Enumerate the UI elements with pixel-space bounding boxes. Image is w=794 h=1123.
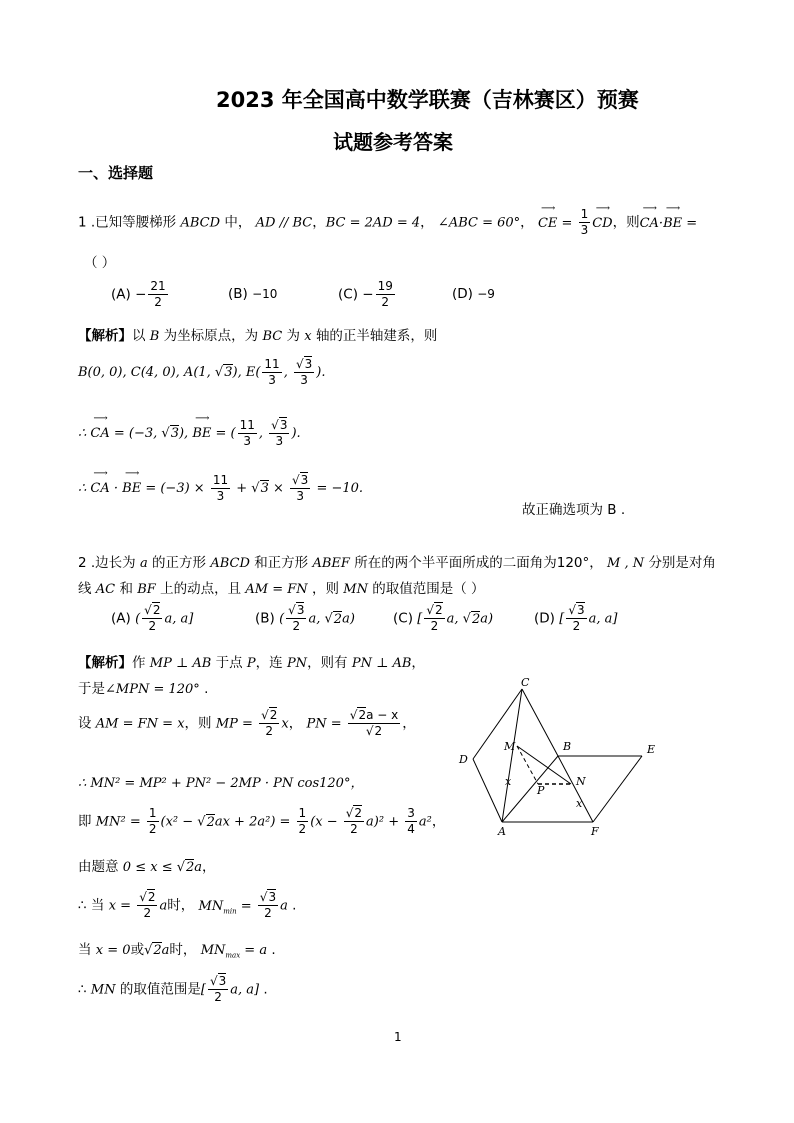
q1-analysis-d: 轴的正半轴建系，则 [315,328,438,344]
q1-option-a-num: 21 [150,279,166,293]
q1-number: 1 . [78,214,96,231]
label-D: D [459,753,468,766]
q2-analysis-min: ∴ 当 x = $\frac{√2}{2}$ a时， $MN_{min}$ = $\frac{√3}{2}$ a . [78,890,297,920]
q1-analysis-tag: 【解析】 [78,328,132,344]
label-P: P [537,784,545,797]
q2-cosine-law: ∴ MN² = MP² + PN² − 2MP · PN cos120°， [78,776,364,791]
q2-analysis-max: 当 x = 0或√2a时， $MN_{max} = a$ . [78,942,276,960]
q1-stem-c: ，则 [612,214,640,231]
label-E: E [647,743,656,756]
page-subtitle: 试题参考答案 [333,130,453,154]
q1-option-c-sign: − [362,286,374,303]
q1-stem-a: 已知等腰梯形 [95,214,177,231]
label-x-FN: x [576,797,583,810]
q2-option-a-label: (A) [111,610,131,627]
q2-analysis-tag: 【解析】 [78,655,132,671]
q2-option-b-label: (B) [255,610,275,627]
q1-option-c [338,279,397,310]
q1-coords: B(0, 0), C(4, 0), A(1, √3), E( $\frac{11}{3}$ , $\frac{√3}{3}$ ). [78,357,326,387]
q2-e1: 即 [78,813,92,830]
q2-stem-line2-a: 线 [78,581,92,597]
q1-option-c-den: 2 [381,295,390,309]
edge-EF [593,756,642,822]
q1-option-d-label: (D) [452,286,473,302]
q2-analysis-range: 由题意 0 ≤ x ≤ √2a， [78,859,216,875]
q1-stem: 1 .已知等腰梯形 ABCD 中， AD // BC，BC = 2AD = 4， ∠ABC = 60°， ⟶ CE = $\frac{1}{3}$ ⟶ CD，则⟶ CA·⟶ BE = [78,207,697,238]
q2-option-c-label: (C) [393,610,413,627]
q2-option-d-label: (D) [534,610,555,627]
label-B: B [563,740,572,753]
edge-CB [522,689,558,756]
q2-stem-d: 所在的两个半平面所成的二面角为 [354,555,557,571]
page-title: 2023 年全国高中数学联赛（吉林赛区）预赛 [216,88,639,112]
q2-stem-line2-b: 和 [119,581,133,597]
q2-analysis-line1: 【解析】作 MP ⊥ AB 于点 P，连 PN，则有 PN ⊥ AB， [78,655,425,671]
q1-dot-product: ∴ ⟶ CA · ⟶ BE = (−3) × $\frac{11}{3}$ + √3 × $\frac{√3}{3}$ = −10. [78,473,363,504]
q2-number: 2 . [78,555,96,571]
q2-option-c: (C) [ $\frac{√2}{2}$ a, √2a) [393,603,494,633]
edge-DA [473,759,502,822]
page-number: 1 [394,1030,402,1044]
section-heading: 一、选择题 [78,164,154,182]
label-M: M [504,740,516,753]
q1-option-c-label: (C) [338,286,358,303]
q2-stem-a: 边长为 [95,555,136,571]
q1-option-a-sign: − [135,286,147,303]
q2-analysis-final: ∴ MN 的取值范围是[ $\frac{√3}{2}$ a, a] . [78,974,268,1004]
geometry-diagram [450,676,660,841]
label-N: N [576,775,586,788]
q1-answer-paren: （ ） [84,255,116,271]
q2-a2: 于点 [215,655,243,671]
q1-analysis-line1: 【解析】以 B 为坐标原点，为 BC 为 x 轴的正半轴建系，则 [78,328,438,344]
q1-option-c-num: 19 [377,279,393,293]
q2-analysis-expand: 即 MN² = $\frac{1}{2}$ (x² − √2ax + 2a²) = $\frac{1}{2}$ (x − $\frac{√2}{2}$ a)² + $\frac{3}{4}$ a²， [78,806,446,836]
q2-stem-c: 和正方形 [254,555,309,571]
q1-stem-b: 中， [224,214,252,231]
q2-analysis-line2: 于是∠MPN = 120° . [78,681,209,697]
q2-h1: 当 [78,942,92,958]
q2-option-a: (A) ( $\frac{√2}{2}$ a, a] [111,603,194,633]
q2-option-d: (D) [ $\frac{√3}{2}$ a, a] [534,603,618,633]
q1-option-d-text: −9 [477,287,495,301]
q1-option-a-den: 2 [154,295,162,309]
q2-f1: 由题意 [78,859,119,875]
q2-g2: 时， [167,897,195,914]
q2-stem-b: 的正方形 [152,555,207,571]
q1-option-d [452,286,495,302]
q2-h2: 时， [169,942,197,958]
q1-analysis-a: 以 [132,328,146,344]
label-F: F [591,825,599,838]
label-x-AM: x [505,775,512,788]
q1-option-b-label: (B) [228,286,248,302]
q2-a4: ，则有 [307,655,348,671]
q1-option-a [111,279,170,310]
q2-stem-line2-e: 的取值范围是（ ） [372,581,485,597]
q2-stem-line2-c: 上的动点，且 [160,581,242,597]
q2-a1: 作 [132,655,146,671]
q1-option-a-label: (A) [111,286,131,303]
segment-MP [517,746,538,784]
diagonal-BF [558,756,593,822]
q2-c1: 设 [78,715,92,732]
q2-stem-e: 分别是对角 [648,555,716,571]
q1-conclusion: 故正确选项为 B . [522,502,626,518]
q2-b1: 于是 [78,681,105,697]
q2-stem-line2-d: ，则 [311,581,339,597]
q2-a3: ，连 [255,655,283,671]
q1-vectors: ∴ ⟶ CA = (−3, √3), ⟶ BE = ( $\frac{11}{3}$ , $\frac{√3}{3}$ ). [78,418,301,449]
q2-i1: ∴ [78,981,87,998]
label-A: A [498,825,506,838]
q2-stem-line2: 线 AC 和 BF 上的动点，且 AM = FN ，则 MN 的取值范围是（ ） [78,581,485,597]
q2-c2: ，则 [184,715,212,732]
q2-analysis-line3: 设 AM = FN = x，则 MP = $\frac{√2}{2}$ x， PN = $\frac{√2a - x}{√2}$ ， [78,708,416,738]
q2-g1: ∴ 当 [78,897,105,914]
q2-stem-line1: 2 .边长为 a 的正方形 ABCD 和正方形 ABEF 所在的两个半平面所成的二面角为120°， M , N 分别是对角 [78,555,716,571]
label-C: C [521,676,530,689]
q2-option-b: (B) ( $\frac{√3}{2}$ a, √2a) [255,603,355,633]
q1-option-b [228,286,277,302]
q1-analysis-c: 为 [286,328,300,344]
q1-analysis-b: 为坐标原点，为 [163,328,259,344]
q1-option-b-text: −10 [252,287,278,301]
q2-i2: 的取值范围是 [119,981,201,998]
